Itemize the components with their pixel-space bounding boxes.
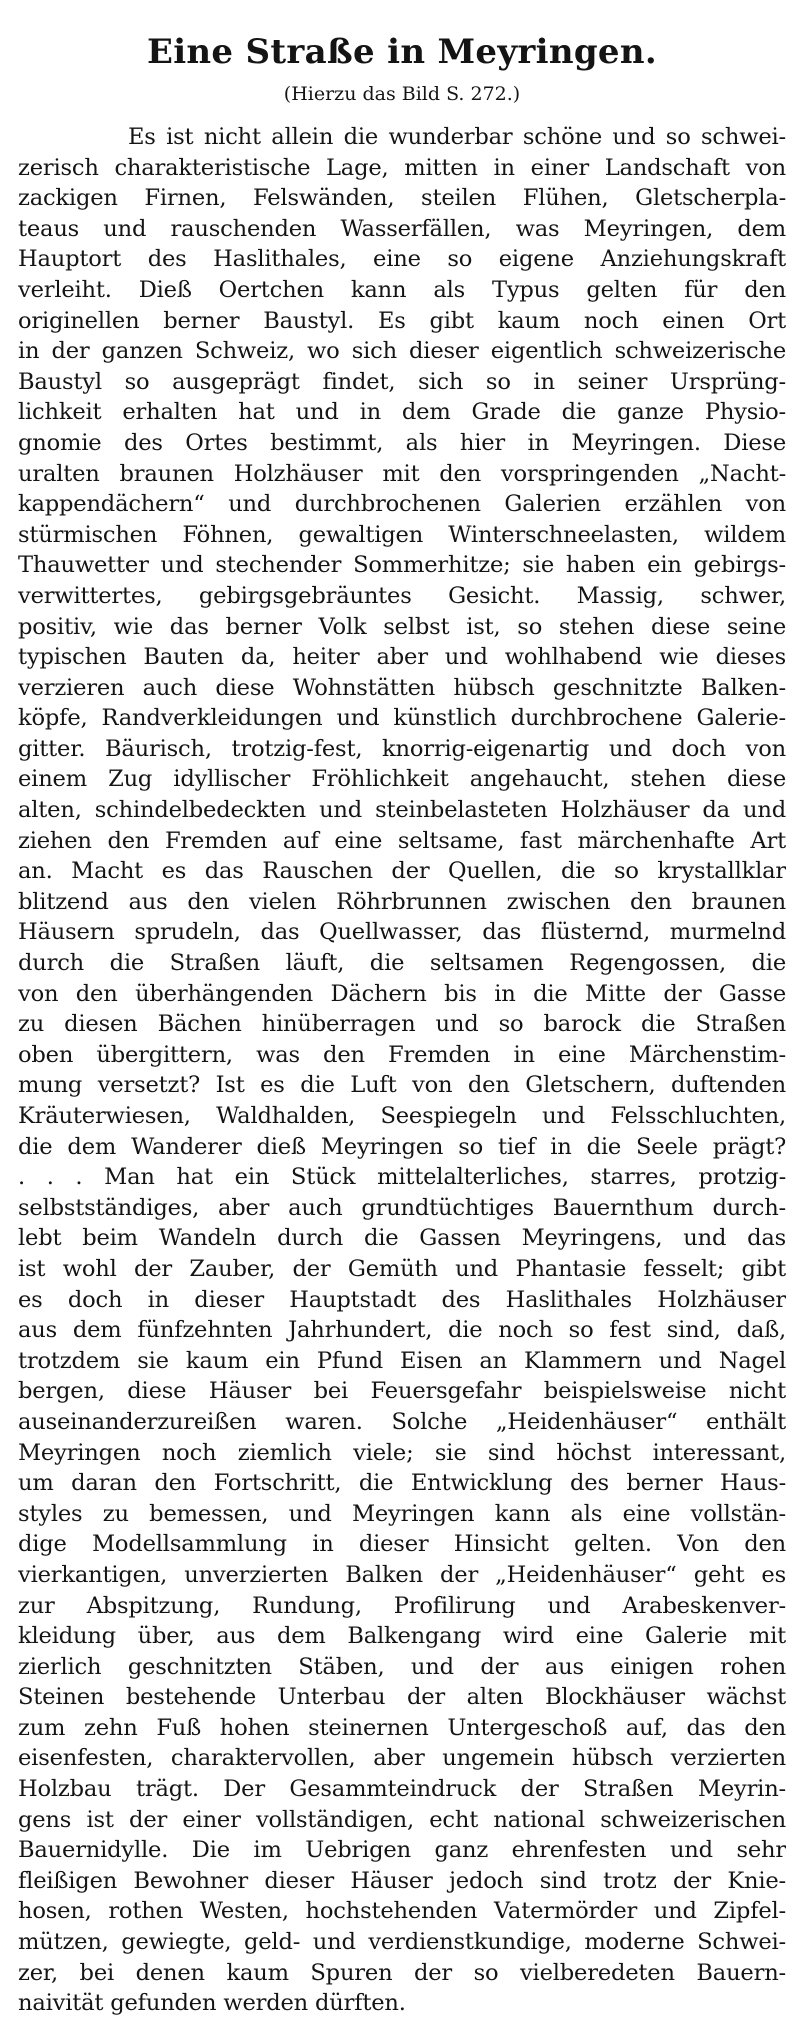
text-line: Meyringen noch ziemlich viele; sie sind höchst interessant,	[18, 1439, 786, 1466]
text-line: zierlich geschnitzten Stäben, und der aus einigen rohen	[18, 1653, 786, 1680]
text-line: köpfe, Randverkleidungen und künstlich durchbrochene Galerie-	[18, 705, 786, 732]
text-line: durch die Straßen läuft, die seltsamen Regengossen, die	[18, 950, 786, 977]
text-line: mützen, gewiegte, geld- und verdienstkundige, moderne Schwei-	[18, 1929, 786, 1956]
text-line: mung versetzt? Ist es die Luft von den Gletschern, duftenden	[18, 1072, 786, 1099]
document-page	[18, 20, 786, 2017]
text-line: kleidung über, aus dem Balkengang wird eine Galerie mit	[18, 1623, 786, 1650]
text-line: Kräuterwiesen, Waldhalden, Seespiegeln und Felsschluchten,	[18, 1103, 786, 1129]
text-line: Baustyl so ausgeprägt findet, sich so in seiner Ursprüng-	[18, 368, 786, 395]
text-line: typischen Bauten da, heiter aber und wohlhabend wie dieses	[18, 644, 786, 671]
text-line: es doch in dieser Hauptstadt des Haslithales Holzhäuser	[18, 1286, 786, 1313]
text-line: gitter. Bäurisch, trotzig-fest, knorrig-eigenartig und doch von	[18, 735, 786, 762]
text-line: an. Macht es das Rauschen der Quellen, die so krystallklar	[18, 858, 786, 885]
text-line: bergen, diese Häuser bei Feuersgefahr beispielsweise nicht	[18, 1378, 786, 1405]
text-line: Thauwetter und stechender Sommerhitze; sie haben ein gebirgs-	[18, 552, 786, 579]
text-line: von den überhängenden Dächern bis in die Mitte der Gasse	[18, 980, 786, 1007]
text-line: styles zu bemessen, und Meyringen kann als eine vollstän-	[18, 1500, 786, 1527]
text-line: um daran den Fortschritt, die Entwicklung des berner Haus-	[18, 1470, 786, 1497]
text-line: Hauptort des Haslithales, eine so eigene Anziehungskraft	[18, 246, 786, 273]
text-line: zer, bei denen kaum Spuren der so vielberedeten Bauern-	[18, 1959, 786, 1986]
text-line: auseinanderzureißen waren. Solche „Heidenhäuser“ enthält	[18, 1408, 786, 1435]
text-line: Steinen bestehende Unterbau der alten Blockhäuser wächst	[18, 1684, 786, 1711]
text-line: aus dem fünfzehnten Jahrhundert, die noch so fest sind, daß,	[18, 1317, 786, 1344]
text-line: Häusern sprudeln, das Quellwasser, das flüsternd, murmelnd	[18, 919, 786, 946]
text-line: vierkantigen, unverzierten Balken der „Heidenhäuser“ geht es	[18, 1561, 786, 1588]
text-line: zackigen Firnen, Felswänden, steilen Flühen, Gletscherpla-	[18, 185, 786, 212]
text-line: hosen, rothen Westen, hochstehenden Vatermörder und Zipfel-	[18, 1898, 786, 1925]
text-line: ist wohl der Zauber, der Gemüth und Phantasie fesselt; gibt	[18, 1255, 786, 1282]
text-line: Es ist nicht allein die wunderbar schöne und so schwei-	[128, 124, 786, 150]
text-line: verwittertes, gebirgsgebräuntes Gesicht. Massig, schwer,	[18, 582, 786, 609]
text-line: lichkeit erhalten hat und in dem Grade die ganze Physio-	[18, 399, 786, 426]
article-subtitle: (Hierzu das Bild S. 272.)	[283, 83, 521, 105]
text-line: fleißigen Bewohner dieser Häuser jedoch sind trotz der Knie-	[18, 1867, 786, 1894]
text-line: zur Abspitzung, Rundung, Profilirung und Arabeskenver-	[18, 1592, 786, 1619]
text-line: positiv, wie das berner Volk selbst ist, so stehen diese seine	[18, 613, 786, 640]
text-line: kappendächern“ und durchbrochenen Galerien erzählen von	[18, 491, 786, 518]
text-line: verleiht. Dieß Oertchen kann als Typus gelten für den	[18, 276, 786, 303]
text-line: oben übergittern, was den Fremden in eine Märchenstim-	[18, 1041, 786, 1068]
text-line: in der ganzen Schweiz, wo sich dieser eigentlich schweizerische	[18, 338, 786, 365]
text-line: blitzend aus den vielen Röhrbrunnen zwischen den braunen	[18, 888, 786, 915]
text-line: teaus und rauschenden Wasserfällen, was Meyringen, dem	[18, 215, 786, 242]
text-line: stürmischen Föhnen, gewaltigen Winterschneelasten, wildem	[18, 521, 786, 548]
text-line: Holzbau trägt. Der Gesammteindruck der Straßen Meyrin-	[18, 1776, 786, 1803]
text-line: lebt beim Wandeln durch die Gassen Meyringens, und das	[18, 1225, 786, 1252]
text-line: Bauernidylle. Die im Uebrigen ganz ehrenfesten und sehr	[18, 1837, 786, 1864]
text-line: uralten braunen Holzhäuser mit den vorspringenden „Nacht-	[18, 460, 786, 487]
text-line: selbstständiges, aber auch grundtüchtiges Bauernthum durch-	[18, 1194, 786, 1221]
text-line: originellen berner Baustyl. Es gibt kaum noch einen Ort	[18, 307, 786, 334]
text-line: zu diesen Bächen hinüberragen und so barock die Straßen	[18, 1011, 786, 1038]
text-line: dige Modellsammlung in dieser Hinsicht gelten. Von den	[18, 1531, 786, 1558]
text-line: . . . Man hat ein Stück mittelalterliches, starres, protzig-	[18, 1164, 786, 1191]
text-line: eisenfesten, charaktervollen, aber ungemein hübsch verzierten	[18, 1745, 786, 1772]
text-line: gens ist der einer vollständigen, echt national schweizerischen	[18, 1806, 786, 1833]
article-title: Eine Straße in Meyringen.	[146, 32, 658, 72]
text-line: trotzdem sie kaum ein Pfund Eisen an Klammern und Nagel	[18, 1347, 786, 1374]
text-line: einem Zug idyllischer Fröhlichkeit angehaucht, stehen diese	[18, 766, 786, 793]
text-line: alten, schindelbedeckten und steinbelasteten Holzhäuser da und	[18, 797, 786, 824]
text-line: zum zehn Fuß hohen steinernen Untergeschoß auf, das den	[18, 1714, 786, 1741]
text-line: gnomie des Ortes bestimmt, als hier in Meyringen. Diese	[18, 429, 786, 456]
text-line: verzieren auch diese Wohnstätten hübsch geschnitzte Balken-	[18, 674, 786, 701]
article-body	[18, 122, 786, 2019]
text-line: zerisch charakteristische Lage, mitten in einer Landschaft von	[18, 154, 786, 181]
text-line: die dem Wanderer dieß Meyringen so tief in die Seele prägt?	[18, 1133, 786, 1160]
text-line: naivität gefunden werden dürften.	[18, 1990, 406, 2017]
text-line: ziehen den Fremden auf eine seltsame, fast märchenhafte Art	[18, 827, 786, 854]
